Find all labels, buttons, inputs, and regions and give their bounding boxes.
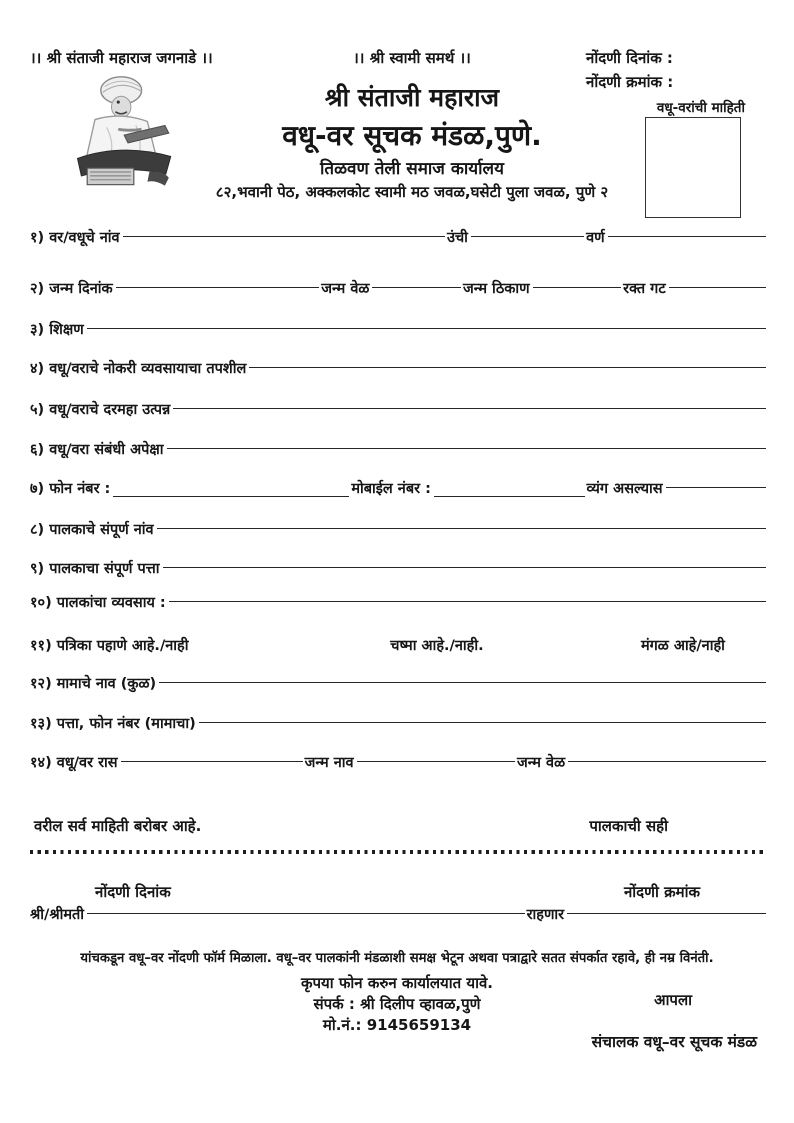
fill-in-line	[608, 236, 766, 237]
director-label: संचालक वधू–वर सूचक मंडळ	[591, 1033, 757, 1051]
field-label: ९) पालकाचा संपूर्ण पत्ता	[30, 561, 160, 577]
form-field-row	[28, 714, 766, 734]
saint-portrait-svg	[58, 71, 198, 207]
form-fields	[28, 228, 766, 773]
field-label: श्री/श्रीमती	[30, 907, 85, 923]
form-field-row	[28, 674, 766, 694]
field-label: १४) वधू/वर रास	[30, 755, 118, 771]
fill-in-line	[159, 682, 766, 683]
declaration-text: वरील सर्व माहिती बरोबर आहे.	[34, 817, 202, 835]
field-label: रक्त गट	[623, 281, 666, 297]
field-label: ५) वधू/वराचे दरमहा उत्पन्न	[30, 402, 171, 418]
contact-phone: मो.नं.: 9145659134	[322, 1016, 472, 1034]
field-label: जन्म नाव	[304, 755, 354, 771]
field-label: २) जन्म दिनांक	[30, 281, 113, 297]
fill-in-line	[567, 913, 766, 914]
field-label: ७) फोन नंबर :	[30, 481, 111, 497]
form-field-row	[28, 559, 766, 579]
fill-in-line	[123, 236, 445, 237]
fill-in-line	[471, 236, 584, 237]
field-label: १३) पत्ता, फोन नंबर (मामाचा)	[30, 716, 196, 732]
registration-date-label: नोंदणी दिनांक :	[586, 49, 673, 67]
form-field-row	[28, 228, 766, 248]
field-label: ३) शिक्षण	[30, 322, 84, 338]
fill-in-line	[199, 722, 766, 723]
photo-caption: वधू-वरांची माहिती	[656, 100, 745, 116]
fill-in-line	[249, 367, 766, 368]
registration-number-label: नोंदणी क्रमांक :	[586, 73, 674, 91]
field-label: मोबाईल नंबर :	[351, 481, 431, 497]
fill-in-line	[434, 496, 585, 497]
contact-person: संपर्क : श्री दिलीप व्हावळ,पुणे	[313, 995, 481, 1013]
form-field-row	[28, 279, 766, 299]
field-label: ४) वधू/वराचे नोकरी व्यवसायाचा तपशील	[30, 361, 247, 377]
form-field-row	[28, 359, 766, 379]
fill-in-line	[372, 287, 461, 288]
form-field-row	[28, 520, 766, 540]
field-label: राहणार	[526, 907, 565, 923]
office-registration-date-label: नोंदणी दिनांक	[95, 883, 171, 901]
form-field-row	[28, 593, 766, 613]
spacer	[192, 636, 389, 637]
spacer	[487, 636, 639, 637]
field-label: उंची	[447, 230, 468, 246]
field-label: ८) पालकाचे संपूर्ण नांव	[30, 522, 154, 538]
form-field-row	[28, 905, 766, 925]
office-name-row	[28, 905, 766, 925]
field-label: १) वर/वधूचे नांव	[30, 230, 120, 246]
field-label: मंगळ आहे/नाही	[640, 638, 725, 654]
spacer	[728, 636, 766, 637]
org-title: श्री संताजी महाराज	[324, 83, 500, 112]
field-label: जन्म वेळ	[321, 281, 370, 297]
org-subtitle: तिळवण तेली समाज कार्यालय	[320, 159, 504, 179]
fill-in-line	[173, 408, 766, 409]
footer-note: यांचकडून वधू–वर नोंदणी फॉर्म मिळाला. वधू–वर पालकांनी मंडळाशी समक्ष भेटून अथवा पत्राद्वारे सतत संपर्कात रहावे, ही नम्र विनंती.	[80, 951, 714, 966]
field-label: जन्म ठिकाण	[462, 281, 530, 297]
blessing-left: ।। श्री संताजी महाराज जगनाडे ।।	[30, 49, 213, 67]
guardian-signature-label: पालकाची सही	[589, 817, 668, 835]
fill-in-line	[169, 601, 766, 602]
fill-in-line	[533, 287, 622, 288]
office-registration-number-label: नोंदणी क्रमांक	[623, 883, 700, 901]
org-address: ८२,भवानी पेठ, अक्कलकोट स्वामी मठ जवळ,घसेटी पुला जवळ, पुणे २	[215, 183, 609, 201]
field-label: ११) पत्रिका पहाणे आहे./नाही	[30, 638, 189, 654]
fill-in-line	[113, 496, 349, 497]
field-label: १२) मामाचे नाव (कुळ)	[30, 676, 157, 692]
field-label: जन्म वेळ	[516, 755, 566, 771]
fill-in-line	[666, 487, 766, 488]
form-field-row	[28, 400, 766, 420]
fill-in-line	[116, 287, 320, 288]
field-label: व्यंग असल्यास	[586, 481, 663, 497]
field-label: ६) वधू/वरा संबंधी अपेक्षा	[30, 442, 164, 458]
field-label: वर्ण	[586, 230, 605, 246]
signoff-label: आपला	[654, 991, 692, 1009]
office-section	[28, 882, 766, 925]
org-name: वधू-वर सूचक मंडळ,पुणे.	[282, 119, 542, 152]
blessing-center: ।। श्री स्वामी समर्थ ।।	[353, 49, 471, 67]
fill-in-line	[157, 528, 766, 529]
saint-portrait-image	[58, 71, 198, 207]
photo-box	[645, 117, 741, 218]
fill-in-line	[121, 761, 303, 762]
form-field-row	[28, 440, 766, 460]
field-label: १०) पालकांचा व्यवसाय :	[30, 595, 166, 611]
contact-instruction: कृपया फोन करुन कार्यालयात यावे.	[300, 974, 494, 992]
fill-in-line	[87, 913, 525, 914]
fill-in-line	[357, 761, 515, 762]
fill-in-line	[167, 448, 766, 449]
field-label: चष्मा आहे./नाही.	[390, 638, 484, 654]
fill-in-line	[568, 761, 766, 762]
office-labels	[28, 882, 766, 902]
dotted-separator	[30, 850, 763, 854]
form-field-row	[28, 753, 766, 773]
fill-in-line	[669, 287, 766, 288]
fill-in-line	[87, 328, 766, 329]
form-field-row	[28, 320, 766, 340]
form-field-row	[28, 636, 766, 656]
fill-in-line	[163, 567, 766, 568]
form-field-row	[28, 479, 766, 499]
declaration-row	[34, 816, 766, 836]
